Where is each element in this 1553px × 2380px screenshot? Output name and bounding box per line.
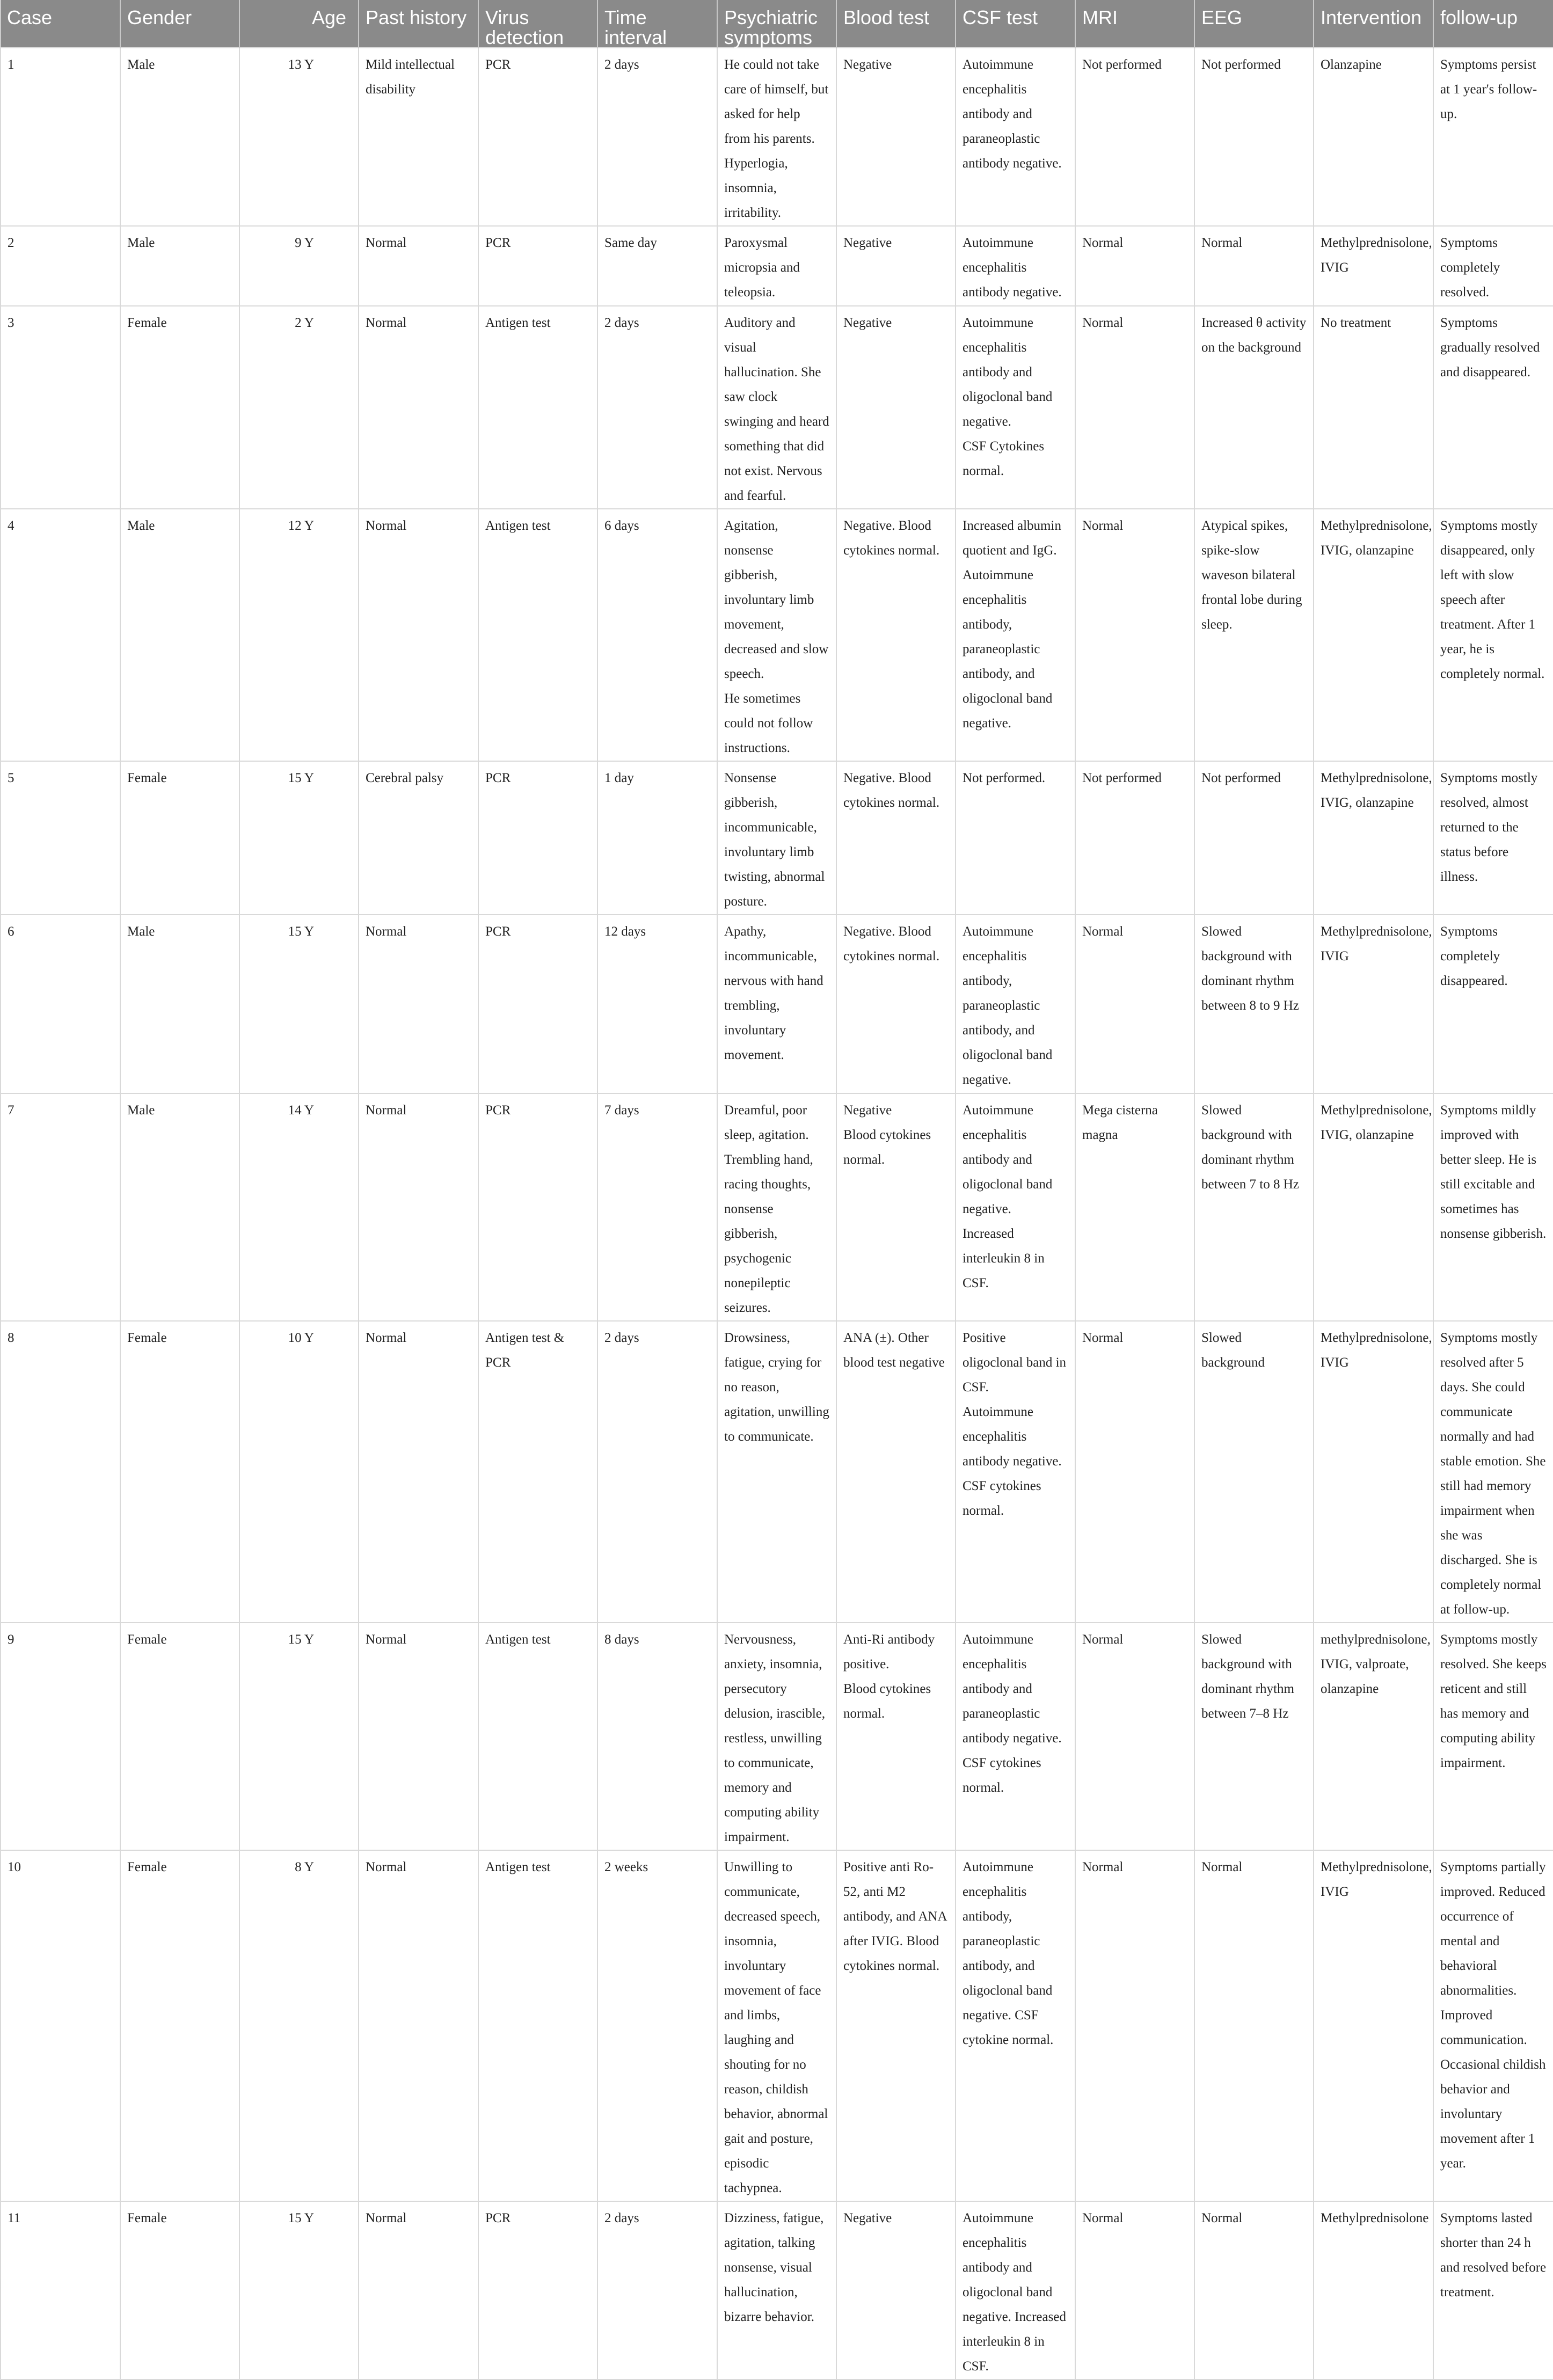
cell-age: 10 Y (239, 1321, 359, 1623)
column-header-time-interval: Time interval (597, 0, 717, 48)
table-body (1, 48, 1553, 2379)
cell-case: 5 (1, 761, 120, 915)
cell-case: 3 (1, 306, 120, 509)
cell-follow-up: Symptoms lasted shorter than 24 h and resolved before treatment. (1433, 2201, 1553, 2379)
column-header-intervention: Intervention (1314, 0, 1433, 48)
column-header-gender: Gender (120, 0, 239, 48)
cell-case: 1 (1, 48, 120, 226)
cell-age: 15 Y (239, 2201, 359, 2379)
cell-gender: Male (120, 1093, 239, 1321)
cell-age: 15 Y (239, 915, 359, 1093)
cell-gender: Male (120, 226, 239, 306)
cell-past-history: Mild intellectual disability (359, 48, 478, 226)
cell-follow-up: Symptoms mostly resolved. She keeps reticent and still has memory and computing ability impairment. (1433, 1623, 1553, 1850)
cell-intervention: Methylprednisolone, IVIG (1314, 1321, 1433, 1623)
cell-follow-up: Symptoms mostly resolved, almost returned to the status before illness. (1433, 761, 1553, 915)
cell-virus-detection: Antigen test & PCR (478, 1321, 597, 1623)
cell-time-interval: 7 days (597, 1093, 717, 1321)
cell-psychiatric-symptoms: Agitation, nonsense gibberish, involuntary limb movement, decreased and slow speech. He sometimes could not follow instructions. (717, 509, 836, 761)
cell-case: 10 (1, 1850, 120, 2201)
cell-time-interval: 2 days (597, 1321, 717, 1623)
table-row (1, 761, 1553, 915)
header-row (1, 0, 1553, 48)
cell-psychiatric-symptoms: Drowsiness, fatigue, crying for no reason, agitation, unwilling to communicate. (717, 1321, 836, 1623)
cell-past-history: Normal (359, 509, 478, 761)
cell-eeg: Atypical spikes, spike-slow waveson bilateral frontal lobe during sleep. (1194, 509, 1314, 761)
table-row (1, 2201, 1553, 2379)
cell-gender: Female (120, 306, 239, 509)
cell-gender: Female (120, 1850, 239, 2201)
cell-mri: Normal (1075, 1623, 1194, 1850)
cell-psychiatric-symptoms: He could not take care of himself, but asked for help from his parents. Hyperlogia, insomnia, irritability. (717, 48, 836, 226)
cell-intervention: Methylprednisolone, IVIG (1314, 1850, 1433, 2201)
cell-follow-up: Symptoms mostly resolved after 5 days. She could communicate normally and had stable emotion. She still had memory impairment when she was discharged. She is completely normal at follow-up. (1433, 1321, 1553, 1623)
cell-follow-up: Symptoms completely resolved. (1433, 226, 1553, 306)
cell-past-history: Normal (359, 1850, 478, 2201)
cell-case: 9 (1, 1623, 120, 1850)
cell-mri: Normal (1075, 1850, 1194, 2201)
cell-virus-detection: PCR (478, 915, 597, 1093)
cell-eeg: Normal (1194, 2201, 1314, 2379)
cell-mri: Normal (1075, 226, 1194, 306)
cell-age: 8 Y (239, 1850, 359, 2201)
column-header-past-history: Past history (359, 0, 478, 48)
table-row (1, 1623, 1553, 1850)
cell-eeg: Slowed background with dominant rhythm between 7–8 Hz (1194, 1623, 1314, 1850)
cell-age: 2 Y (239, 306, 359, 509)
cell-csf-test: Autoimmune encephalitis antibody and paraneoplastic antibody negative. CSF cytokines normal. (956, 1623, 1075, 1850)
cell-blood-test: Positive anti Ro-52, anti M2 antibody, and ANA after IVIG. Blood cytokines normal. (836, 1850, 956, 2201)
cell-follow-up: Symptoms mildly improved with better sleep. He is still excitable and sometimes has nonsense gibberish. (1433, 1093, 1553, 1321)
cell-time-interval: 2 days (597, 2201, 717, 2379)
cell-mri: Mega cisterna magna (1075, 1093, 1194, 1321)
cell-psychiatric-symptoms: Nonsense gibberish, incommunicable, involuntary limb twisting, abnormal posture. (717, 761, 836, 915)
cell-virus-detection: PCR (478, 226, 597, 306)
cell-case: 6 (1, 915, 120, 1093)
cell-age: 9 Y (239, 226, 359, 306)
column-header-case: Case (1, 0, 120, 48)
cell-follow-up: Symptoms gradually resolved and disappeared. (1433, 306, 1553, 509)
cell-eeg: Slowed background with dominant rhythm between 7 to 8 Hz (1194, 1093, 1314, 1321)
cell-age: 15 Y (239, 1623, 359, 1850)
table-row (1, 48, 1553, 226)
table-row (1, 1093, 1553, 1321)
column-header-virus-detection: Virus detection (478, 0, 597, 48)
cell-age: 14 Y (239, 1093, 359, 1321)
cell-age: 15 Y (239, 761, 359, 915)
cell-past-history: Normal (359, 226, 478, 306)
cell-follow-up: Symptoms completely disappeared. (1433, 915, 1553, 1093)
column-header-eeg: EEG (1194, 0, 1314, 48)
cell-virus-detection: Antigen test (478, 1623, 597, 1850)
cell-blood-test: Anti-Ri antibody positive. Blood cytokines normal. (836, 1623, 956, 1850)
cell-case: 8 (1, 1321, 120, 1623)
cell-mri: Normal (1075, 915, 1194, 1093)
cell-eeg: Slowed background with dominant rhythm between 8 to 9 Hz (1194, 915, 1314, 1093)
cell-gender: Female (120, 1623, 239, 1850)
table-header (1, 0, 1553, 48)
cell-gender: Male (120, 509, 239, 761)
cell-time-interval: 2 weeks (597, 1850, 717, 2201)
cell-eeg: Not performed (1194, 761, 1314, 915)
table-row (1, 1321, 1553, 1623)
cell-virus-detection: Antigen test (478, 509, 597, 761)
cell-eeg: Not performed (1194, 48, 1314, 226)
column-header-follow-up: follow-up (1433, 0, 1553, 48)
cell-virus-detection: Antigen test (478, 1850, 597, 2201)
cell-age: 12 Y (239, 509, 359, 761)
column-header-mri: MRI (1075, 0, 1194, 48)
table-row (1, 509, 1553, 761)
cell-blood-test: Negative. Blood cytokines normal. (836, 509, 956, 761)
cell-intervention: Olanzapine (1314, 48, 1433, 226)
cell-virus-detection: PCR (478, 48, 597, 226)
cell-case: 7 (1, 1093, 120, 1321)
cell-time-interval: 2 days (597, 306, 717, 509)
column-header-csf-test: CSF test (956, 0, 1075, 48)
cell-follow-up: Symptoms mostly disappeared, only left with slow speech after treatment. After 1 year, he is completely normal. (1433, 509, 1553, 761)
cell-case: 2 (1, 226, 120, 306)
cell-intervention: Methylprednisolone, IVIG (1314, 915, 1433, 1093)
cell-psychiatric-symptoms: Paroxysmal micropsia and teleopsia. (717, 226, 836, 306)
cell-time-interval: 8 days (597, 1623, 717, 1850)
cell-age: 13 Y (239, 48, 359, 226)
cell-csf-test: Not performed. (956, 761, 1075, 915)
cell-past-history: Normal (359, 1321, 478, 1623)
cell-mri: Not performed (1075, 48, 1194, 226)
cell-csf-test: Autoimmune encephalitis antibody and paraneoplastic antibody negative. (956, 48, 1075, 226)
cell-virus-detection: PCR (478, 1093, 597, 1321)
cell-blood-test: Negative (836, 48, 956, 226)
cell-psychiatric-symptoms: Dreamful, poor sleep, agitation. Trembling hand, racing thoughts, nonsense gibberish, psychogenic nonepileptic seizures. (717, 1093, 836, 1321)
cell-blood-test: ANA (±). Other blood test negative (836, 1321, 956, 1623)
cell-blood-test: Negative. Blood cytokines normal. (836, 915, 956, 1093)
cell-eeg: Normal (1194, 1850, 1314, 2201)
cell-gender: Male (120, 48, 239, 226)
cell-psychiatric-symptoms: Auditory and visual hallucination. She saw clock swinging and heard something that did not exist. Nervous and fearful. (717, 306, 836, 509)
cell-time-interval: 12 days (597, 915, 717, 1093)
cell-blood-test: Negative Blood cytokines normal. (836, 1093, 956, 1321)
cell-gender: Female (120, 2201, 239, 2379)
cell-csf-test: Autoimmune encephalitis antibody, paraneoplastic antibody, and oligoclonal band negative. (956, 915, 1075, 1093)
cell-past-history: Normal (359, 915, 478, 1093)
cell-intervention: Methylprednisolone, IVIG, olanzapine (1314, 509, 1433, 761)
cell-csf-test: Autoimmune encephalitis antibody negative. (956, 226, 1075, 306)
cell-psychiatric-symptoms: Apathy, incommunicable, nervous with hand trembling, involuntary movement. (717, 915, 836, 1093)
cell-case: 4 (1, 509, 120, 761)
cell-eeg: Normal (1194, 226, 1314, 306)
cell-past-history: Normal (359, 306, 478, 509)
cell-past-history: Normal (359, 1093, 478, 1321)
cell-gender: Female (120, 761, 239, 915)
column-header-psychiatric-symptoms: Psychiatric symptoms (717, 0, 836, 48)
column-header-age: Age (239, 0, 359, 48)
cell-mri: Normal (1075, 509, 1194, 761)
cell-csf-test: Increased albumin quotient and IgG. Autoimmune encephalitis antibody, paraneoplastic antibody, and oligoclonal band negative. (956, 509, 1075, 761)
cell-blood-test: Negative. Blood cytokines normal. (836, 761, 956, 915)
cell-eeg: Slowed background (1194, 1321, 1314, 1623)
cell-past-history: Normal (359, 2201, 478, 2379)
cell-gender: Male (120, 915, 239, 1093)
cell-case: 11 (1, 2201, 120, 2379)
cell-mri: Not performed (1075, 761, 1194, 915)
cell-intervention: Methylprednisolone, IVIG, olanzapine (1314, 1093, 1433, 1321)
cell-blood-test: Negative (836, 2201, 956, 2379)
cell-psychiatric-symptoms: Nervousness, anxiety, insomnia, persecutory delusion, irascible, restless, unwilling to communicate, memory and computing ability impairment. (717, 1623, 836, 1850)
cell-psychiatric-symptoms: Dizziness, fatigue, agitation, talking nonsense, visual hallucination, bizarre behavior. (717, 2201, 836, 2379)
cell-follow-up: Symptoms persist at 1 year's follow-up. (1433, 48, 1553, 226)
cell-mri: Normal (1075, 2201, 1194, 2379)
cell-csf-test: Autoimmune encephalitis antibody, paraneoplastic antibody, and oligoclonal band negative. CSF cytokine normal. (956, 1850, 1075, 2201)
cell-psychiatric-symptoms: Unwilling to communicate, decreased speech, insomnia, involuntary movement of face and limbs, laughing and shouting for no reason, childish behavior, abnormal gait and posture, episodic tachypnea. (717, 1850, 836, 2201)
cell-mri: Normal (1075, 306, 1194, 509)
cell-time-interval: 6 days (597, 509, 717, 761)
cell-csf-test: Autoimmune encephalitis antibody and oligoclonal band negative. CSF Cytokines normal. (956, 306, 1075, 509)
cell-csf-test: Autoimmune encephalitis antibody and oligoclonal band negative. Increased interleukin 8 in CSF. (956, 2201, 1075, 2379)
cell-follow-up: Symptoms partially improved. Reduced occurrence of mental and behavioral abnormalities. Improved communication. Occasional childish behavior and involuntary movement after 1 year. (1433, 1850, 1553, 2201)
cell-intervention: No treatment (1314, 306, 1433, 509)
table-row (1, 1850, 1553, 2201)
cell-intervention: Methylprednisolone, IVIG (1314, 226, 1433, 306)
table-row (1, 226, 1553, 306)
cell-csf-test: Positive oligoclonal band in CSF. Autoimmune encephalitis antibody negative. CSF cytokines normal. (956, 1321, 1075, 1623)
cell-time-interval: 1 day (597, 761, 717, 915)
cell-csf-test: Autoimmune encephalitis antibody and oligoclonal band negative. Increased interleukin 8 in CSF. (956, 1093, 1075, 1321)
cell-eeg: Increased θ activity on the background (1194, 306, 1314, 509)
cell-past-history: Normal (359, 1623, 478, 1850)
cell-mri: Normal (1075, 1321, 1194, 1623)
cell-intervention: methylprednisolone, IVIG, valproate, olanzapine (1314, 1623, 1433, 1850)
column-header-blood-test: Blood test (836, 0, 956, 48)
cell-blood-test: Negative (836, 226, 956, 306)
cell-blood-test: Negative (836, 306, 956, 509)
cell-past-history: Cerebral palsy (359, 761, 478, 915)
cell-intervention: Methylprednisolone, IVIG, olanzapine (1314, 761, 1433, 915)
table-row (1, 306, 1553, 509)
cell-virus-detection: PCR (478, 761, 597, 915)
table-row (1, 915, 1553, 1093)
cell-virus-detection: PCR (478, 2201, 597, 2379)
cell-intervention: Methylprednisolone (1314, 2201, 1433, 2379)
cell-virus-detection: Antigen test (478, 306, 597, 509)
cell-time-interval: Same day (597, 226, 717, 306)
cell-gender: Female (120, 1321, 239, 1623)
cell-time-interval: 2 days (597, 48, 717, 226)
